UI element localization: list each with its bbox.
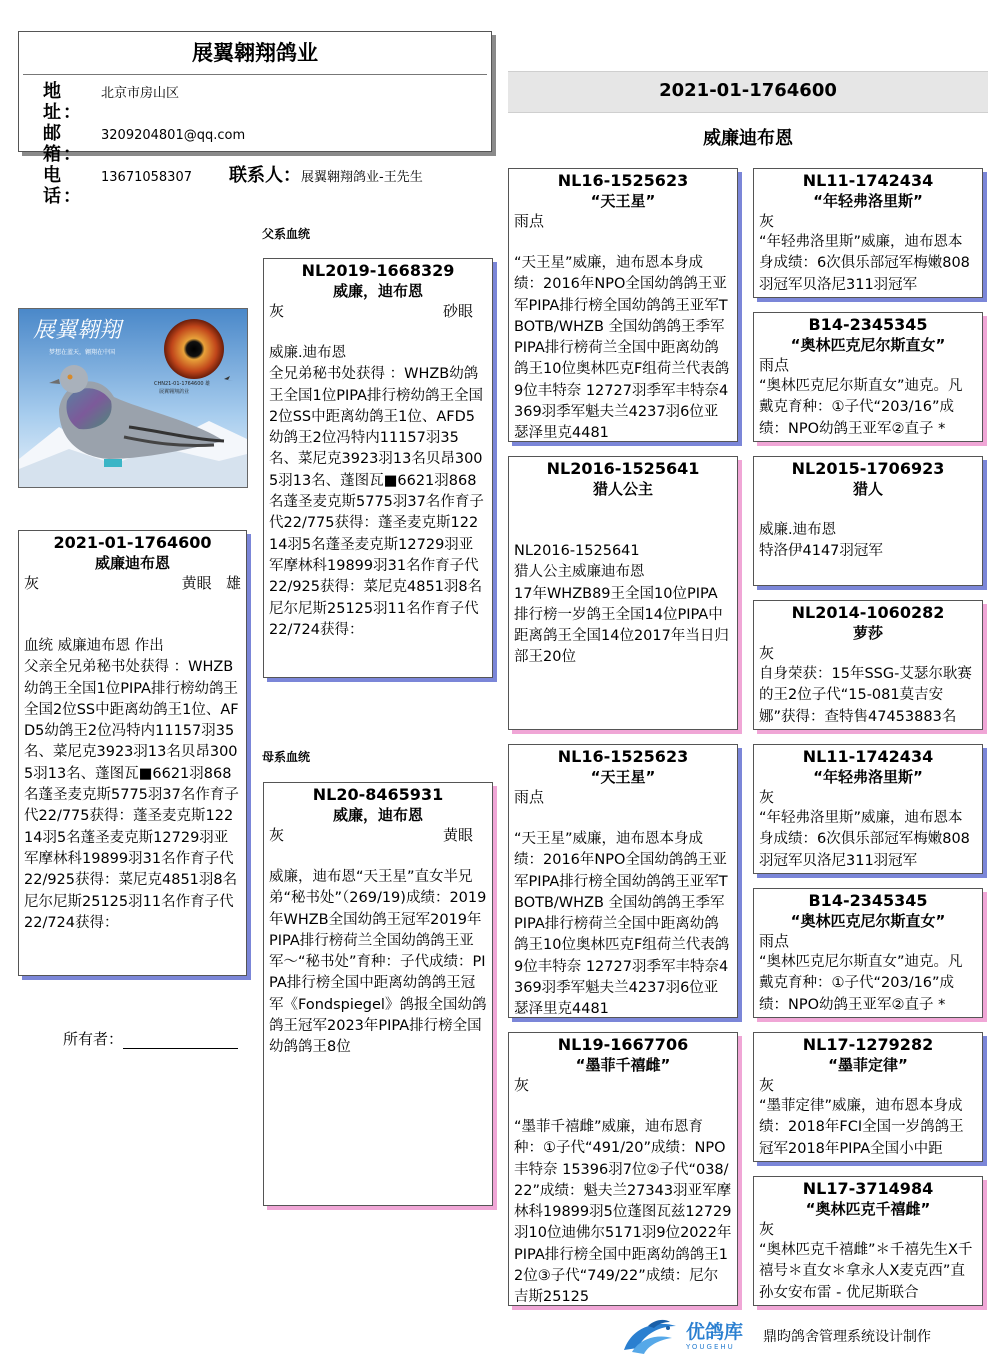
dss-color: 灰: [759, 788, 775, 806]
sire-name: 威廉，迪布恩: [332, 282, 423, 300]
dss-description: “年轻弗洛里斯”威廉，迪布恩本身成绩：6次俱乐部冠军梅嫩808羽冠军贝洛尼311羽冠军: [759, 810, 970, 869]
ssd-ring: B14-2345345: [808, 315, 928, 334]
sdd-traits: [754, 643, 982, 664]
sire-eye: 砂眼: [442, 302, 473, 320]
dss-card: [753, 744, 983, 874]
subject-card: [18, 530, 247, 976]
sss-color: 灰: [759, 212, 775, 230]
dam-sire-name: “天王星”: [590, 768, 656, 786]
owner-label: 所有者：: [63, 1030, 124, 1048]
address-row: [43, 81, 491, 123]
dam-sire-card: [508, 744, 738, 1018]
email-value: 3209204801@qq.com: [101, 128, 246, 143]
dam-sire-description: “天王星”威廉，迪布恩本身成绩：2016年NPO全国幼鸽鸽王亚军PIPA排行榜全国幼鸽鸽王亚军TBOTB/WHZB 全国幼鸽鸽王季军PIPA排行榜荷兰全国中距离幼鸽鸽王10位奥林匹克F组荷兰代表鸽9位丰特奈 12727羽季军丰特奈4369羽季军魁夫兰4237羽6位亚瑟泽里克4481: [514, 831, 730, 1018]
photo-banner-text: 展翼翱翔: [33, 318, 122, 343]
dam-description: 威廉，迪布恩“天王星”直女半兄弟“秘书处”（269/19)成绩：2019年WHZB全国幼鸽王冠军2019年PIPA排行榜荷兰全国幼鸽鸽王亚军～“秘书处”育种：子代成绩：PIPA排行榜全国中距离幼鸽鸽王冠军《Fondspiegel》鸽报全国幼鸽鸽王冠军2023年PIPA排行榜全国幼鸽鸽王8位: [269, 869, 487, 1056]
subject-sex: 雄: [225, 574, 241, 592]
ssd-name: “奥林匹克尼尔斯直女”: [790, 336, 946, 354]
pedigree-ring-banner: [508, 71, 988, 113]
footer-brand-en: YOUGEHU: [686, 1343, 735, 1351]
sdd-name: 萝莎: [852, 624, 883, 642]
dsd-card: [753, 888, 983, 1018]
subject-name: 威廉迪布恩: [94, 554, 170, 572]
sire-dam-ring: NL2016-1525641: [546, 459, 700, 478]
header-divider: [23, 74, 487, 75]
ddd-description: “奥林匹克千禧雌”＊千禧先生X千禧号＊直女＊拿永人X麦克西”直孙女安布雷 - 优尼斯联合: [759, 1242, 973, 1301]
sds-description: 威廉.迪布恩 特洛伊4147羽冠军: [759, 522, 883, 560]
subject-description: 血统 威廉迪布恩 作出 父亲全兄弟秘书处获得 ：WHZB幼鸽王全国1位PIPA排行榜幼鸽王全国2位SS中距离幼鸽王1位、AFD5幼鸽王2位冯特内11157羽35名、菜尼克3923羽13名贝昂3005羽13名、蓬图瓦■6621羽868名蓬圣麦克斯5775羽37名作育子代22/775获得：蓬圣麦克斯12214羽5名蓬圣麦克斯12729羽亚军摩林科19899羽31名作育子代22/925获得：菜尼克4851羽8名尼尔尼斯25125羽11名作育子代22/724获得：: [24, 638, 239, 931]
dss-traits: [754, 787, 982, 808]
dds-color: 灰: [759, 1076, 775, 1094]
footer: [618, 1314, 998, 1358]
pigeon-photo: [18, 308, 248, 488]
sdd-description: 自身荣获：15年SSG-艾瑟尔耿赛的王2位子代“15-081莫吉安娜”获得：查特售47453883名: [759, 666, 972, 725]
dam-name: 威廉，迪布恩: [332, 806, 423, 824]
dam-dam-traits: [509, 1075, 737, 1096]
sss-card: [753, 168, 983, 298]
phone-label: 电 话：: [43, 165, 83, 207]
dam-eye: 黄眼: [442, 826, 473, 844]
yougehu-logo-icon: [618, 1316, 684, 1356]
dam-sire-traits: [509, 787, 737, 808]
email-row: [43, 123, 491, 165]
footer-credit: 鼎昀鸽舍管理系统设计制作: [763, 1329, 932, 1345]
subject-traits: [19, 573, 246, 594]
sire-sire-card: [508, 168, 738, 442]
dsd-name: “奥林匹克尼尔斯直女”: [790, 912, 946, 930]
sire-sire-color: 雨点: [514, 212, 545, 230]
phone-row: [43, 165, 491, 207]
owner-row: [63, 1028, 238, 1049]
dam-traits: [264, 825, 492, 846]
breeder-header: [18, 31, 492, 207]
sss-description: “年轻弗洛里斯”威廉，迪布恩本身成绩：6次俱乐部冠军梅嫩808羽冠军贝洛尼311羽冠军: [759, 234, 970, 293]
dam-color: 灰: [269, 826, 285, 844]
dss-ring: NL11-1742434: [802, 747, 934, 766]
sds-name: 猎人: [852, 480, 883, 498]
contact-value: 展翼翱翔鸽业-王先生: [301, 170, 423, 185]
subject-ring: 2021-01-1764600: [53, 533, 212, 552]
pedigree-ring: 2021-01-1764600: [659, 80, 837, 101]
dam-dam-card: [508, 1032, 738, 1306]
breeder-title: 展翼翱翔鸽业: [192, 41, 318, 65]
sss-ring: NL11-1742434: [802, 171, 934, 190]
dam-dam-description: “墨菲千禧雌”威廉，迪布恩育种：①子代“491/20”成绩：NPO丰特奈 15396羽7位②子代“038/22”成绩：魁夫兰27343羽亚军摩林科19899羽5位蓬图瓦兹12729羽10位迪佛尔5171羽9位2022年PIPA排行榜全国中距离幼鸽鸽王12位③子代“749/22”成绩：尼尔吉斯25125: [514, 1119, 732, 1306]
dam-dam-color: 灰: [514, 1076, 530, 1094]
owner-signature-line: [123, 1032, 238, 1049]
ddd-traits: [754, 1219, 982, 1240]
sdd-card: [753, 600, 983, 730]
phone-value: 13671058307: [101, 170, 192, 185]
dds-name: “墨菲定律”: [828, 1056, 908, 1074]
dds-card: [753, 1032, 983, 1162]
dds-traits: [754, 1075, 982, 1096]
ssd-card: [753, 312, 983, 442]
dss-name: “年轻弗洛里斯”: [813, 768, 923, 786]
ssd-description: “奥林匹克尼尔斯直女”迪克。凡戴克育种：①子代“203/16”成绩：NPO幼鸽王亚军②直子 *: [759, 378, 963, 437]
ssd-traits: [754, 355, 982, 376]
sire-dam-description: NL2016-1525641 猎人公主威廉迪布恩 17年WHZB89王全国10位PIPA排行榜一岁鸽王全国14位PIPA中距离鸽王全国14位2017年当日归部王20位: [514, 543, 729, 666]
dam-sire-ring: NL16-1525623: [557, 747, 689, 766]
ddd-name: “奥林匹克千禧雌”: [805, 1200, 931, 1218]
sdd-color: 灰: [759, 644, 775, 662]
email-label: 邮 箱：: [43, 123, 83, 165]
photo-slogan: 梦想在蓝天，翱翔在中国: [49, 349, 116, 356]
sire-sire-traits: [509, 211, 737, 232]
sire-color: 灰: [269, 302, 285, 320]
dds-ring: NL17-1279282: [802, 1035, 934, 1054]
sire-ring: NL2019-1668329: [301, 261, 455, 280]
sire-traits: [264, 301, 492, 322]
sire-sire-name: “天王星”: [590, 192, 656, 210]
address-value: 北京市房山区: [101, 86, 180, 101]
photo-caption-owner: 展翼翱翔鸽业: [159, 389, 190, 395]
dam-dam-name: “墨菲千禧雌”: [575, 1056, 671, 1074]
sds-ring: NL2015-1706923: [791, 459, 945, 478]
subject-color: 灰: [24, 574, 40, 592]
dsd-ring: B14-2345345: [808, 891, 928, 910]
ddd-card: [753, 1176, 983, 1306]
photo-caption-ring: CHN21-01-1764600 雄: [154, 381, 211, 387]
dds-description: “墨菲定律”威廉，迪布恩本身成绩：2018年FCI全国一岁鸽鸽王冠军2018年PIPA全国小中距: [759, 1098, 964, 1157]
address-label: 地 址：: [43, 81, 83, 123]
subject-eye: 黄眼: [181, 574, 212, 592]
sss-name: “年轻弗洛里斯”: [813, 192, 923, 210]
sire-card: [263, 258, 493, 678]
sire-sire-description: “天王星”威廉，迪布恩本身成绩：2016年NPO全国幼鸽鸽王亚军PIPA排行榜全国幼鸽鸽王亚军TBOTB/WHZB 全国幼鸽鸽王季军PIPA排行榜荷兰全国中距离幼鸽鸽王10位奥林匹克F组荷兰代表鸽9位丰特奈 12727羽季军丰特奈4369羽季军魁夫兰4237羽6位亚瑟泽里克4481: [514, 255, 730, 442]
pigeon-photo-graphic: [19, 309, 247, 487]
dam-section-label: 母系血统: [262, 750, 311, 764]
sire-dam-name: 猎人公主: [592, 480, 653, 498]
ddd-color: 灰: [759, 1220, 775, 1238]
sire-dam-card: [508, 456, 738, 730]
pigeon-eye: [164, 319, 224, 379]
dam-card: [263, 782, 493, 1206]
contact-label: 联系人：: [229, 165, 301, 186]
ddd-ring: NL17-3714984: [802, 1179, 934, 1198]
sdd-ring: NL2014-1060282: [791, 603, 945, 622]
footer-brand: 优鸽库: [686, 1321, 744, 1343]
dam-ring: NL20-8465931: [312, 785, 444, 804]
ssd-color: 雨点: [759, 356, 790, 374]
dsd-description: “奥林匹克尼尔斯直女”迪克。凡戴克育种：①子代“203/16”成绩：NPO幼鸽王亚军②直子 *: [759, 954, 963, 1013]
pedigree-name: 威廉迪布恩: [703, 128, 793, 149]
sss-traits: [754, 211, 982, 232]
dsd-color: 雨点: [759, 932, 790, 950]
dam-sire-color: 雨点: [514, 788, 545, 806]
sire-sire-ring: NL16-1525623: [557, 171, 689, 190]
sds-card: [753, 456, 983, 586]
dsd-traits: [754, 931, 982, 952]
sire-description: 威廉.迪布恩 全兄弟秘书处获得 ：WHZB幼鸽王全国1位PIPA排行榜幼鸽王全国2位SS中距离幼鸽王1位、AFD5幼鸽王2位冯特内11157羽35名、菜尼克3923羽13名贝昂3005羽13名、蓬图瓦■6621羽868名蓬圣麦克斯5775羽37名作育子代22/775获得：蓬圣麦克斯12214羽5名蓬圣麦克斯12729羽亚军摩林科19899羽31名作育子代22/925获得：菜尼克4851羽8名尼尔尼斯25125羽11名作育子代22/724获得：: [269, 345, 484, 638]
sire-section-label: 父系血统: [262, 227, 311, 241]
dam-dam-ring: NL19-1667706: [557, 1035, 689, 1054]
